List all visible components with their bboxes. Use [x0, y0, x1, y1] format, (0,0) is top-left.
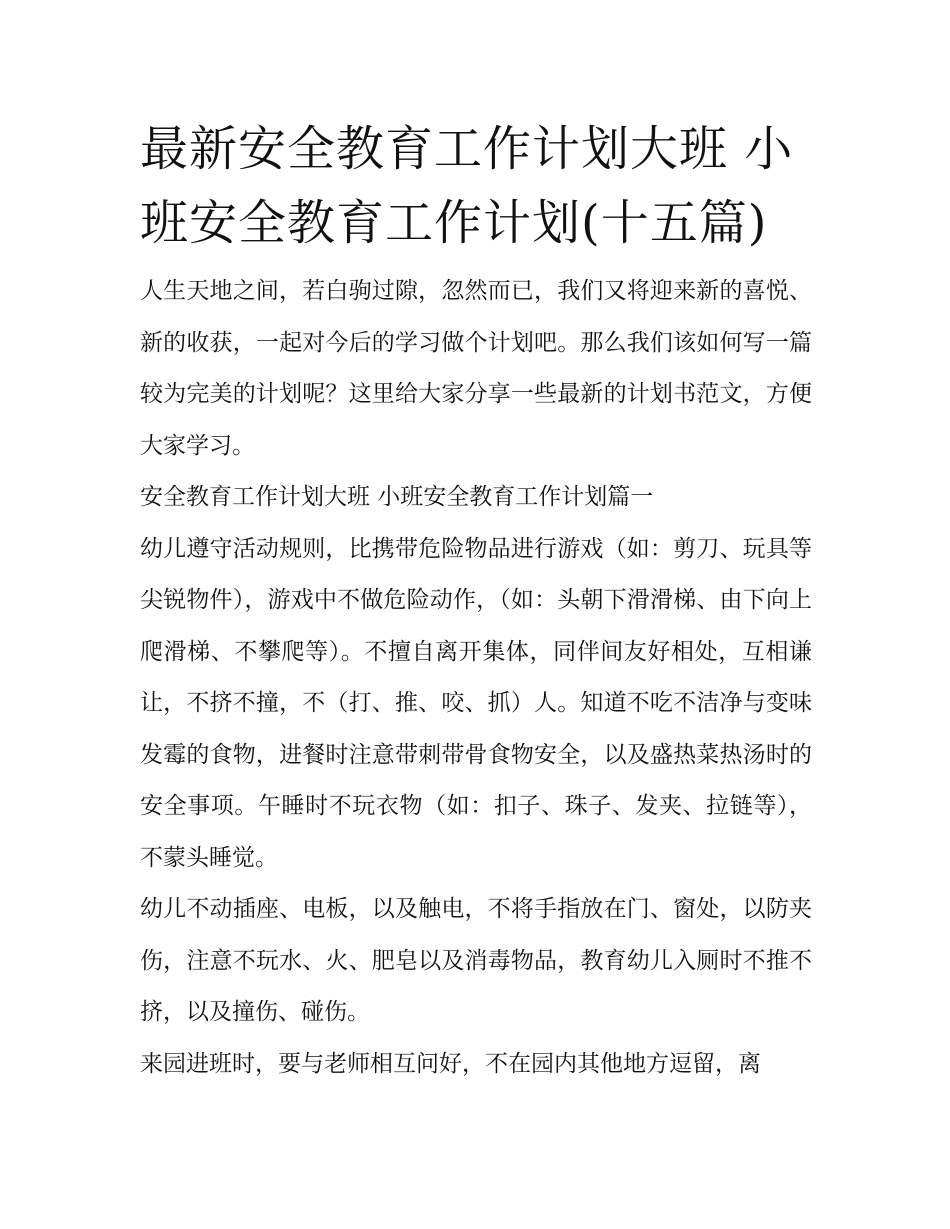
body-paragraph-3: 来园进班时，要与老师相互问好，不在园内其他地方逗留，离: [140, 1050, 761, 1077]
body-paragraph-2: 幼儿不动插座、电板，以及触电，不将手指放在门、窗处，以防夹伤，注意不玩水、火、肥皂以及消毒物品，教育幼儿入厕时不推不挤，以及撞伤、碰伤。: [140, 896, 812, 1025]
document-body: [140, 112, 812, 1090]
document-title: 最新安全教育工作计划大班 小班安全教育工作计划(十五篇): [140, 121, 794, 251]
body-paragraph-1: 幼儿遵守活动规则，比携带危险物品进行游戏（如：剪刀、玩具等尖锐物件），游戏中不做危险动作，（如：头朝下滑滑梯、由下向上爬滑梯、不攀爬等）。不擅自离开集体，同伴间友好相处，互相谦让，不挤不撞，不（打、推、咬、抓）人。知道不吃不洁净与变味发霉的食物，进餐时注意带刺带骨食物安全，以及盛热菜热汤时的安全事项。午睡时不玩衣物（如：扣子、珠子、发夹、拉链等），不蒙头睡觉。: [140, 535, 812, 871]
section-heading: 安全教育工作计划大班 小班安全教育工作计划篇一: [140, 484, 654, 510]
intro-paragraph: 人生天地之间，若白驹过隙，忽然而已，我们又将迎来新的喜悦、新的收获，一起对今后的学习做个计划吧。那么我们该如何写一篇较为完美的计划呢？这里给大家分享一些最新的计划书范文，方便大家学习。: [140, 278, 812, 459]
